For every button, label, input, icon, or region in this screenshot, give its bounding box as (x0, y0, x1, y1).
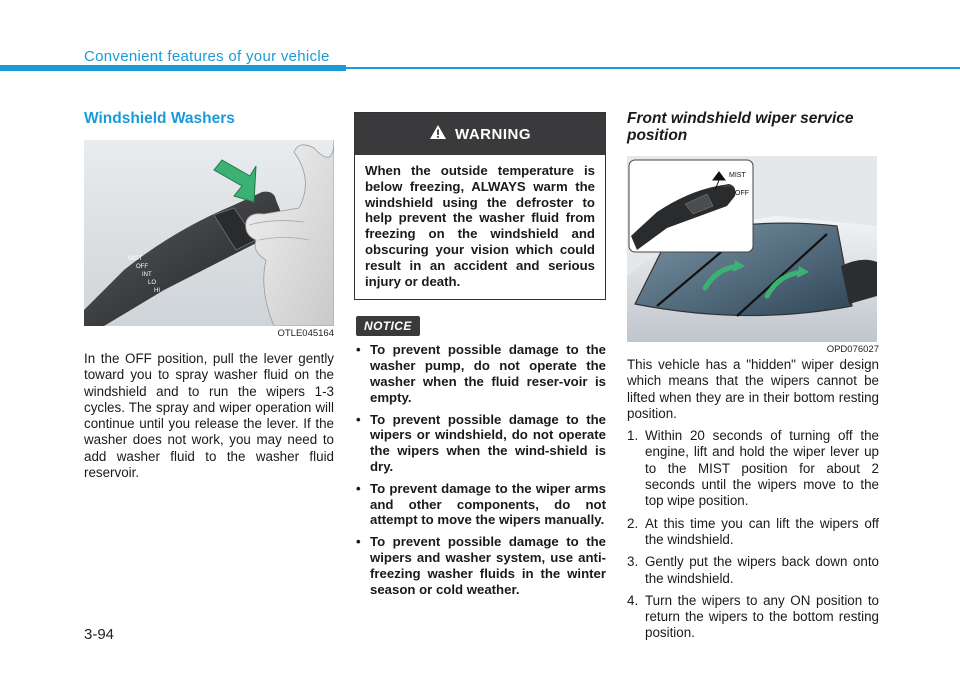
step-text: Gently put the wipers back down onto the windshield. (645, 554, 879, 586)
step-number: 3. (627, 554, 639, 570)
step-number: 2. (627, 515, 639, 531)
step-item (627, 516, 879, 549)
figure-code-washers: OTLE045164 (277, 328, 334, 339)
wiper-service-illustration (627, 156, 877, 342)
warning-header (355, 113, 605, 155)
step-number: 1. (627, 428, 639, 444)
notice-item: • To prevent possible damage to the wipers and washer system, use anti-freezing washer fluids in the winter season or cold weather. (354, 534, 606, 597)
page-number: 3-94 (84, 626, 115, 643)
washer-lever-illustration (84, 140, 334, 326)
warning-box (354, 112, 606, 300)
column-service-position (627, 110, 879, 648)
step-item (627, 593, 879, 642)
notice-item: • To prevent damage to the wiper arms and other components, do not attempt to move the wipers manually. (354, 481, 606, 528)
page-header (0, 0, 960, 75)
inset-label-off: OFF (735, 190, 749, 197)
notice-item: • To prevent possible damage to the washer pump, do not operate the washer when the fluid reser-voir is empty. (354, 342, 606, 405)
figure-code-service: OPD076027 (826, 344, 879, 355)
service-paragraph: This vehicle has a "hidden" wiper design which means that the wipers cannot be lifted when they are in their bottom resting position. (627, 357, 879, 421)
lever-label-off: OFF (136, 264, 148, 270)
warning-triangle-icon (429, 124, 447, 144)
lever-label-hi: HI (154, 288, 160, 294)
inset-label-mist: MIST (729, 172, 746, 179)
notice-list (354, 342, 606, 597)
step-text: Within 20 seconds of turning off the engine, lift and hold the wiper lever up to the MIST position for about 2 seconds until the wipers move to the top wipe position. (645, 428, 879, 509)
step-text: Turn the wipers to any ON position to return the wipers to the bottom resting position. (645, 592, 879, 641)
step-item (627, 428, 879, 509)
column-warning-notice (354, 112, 606, 603)
washers-paragraph: In the OFF position, pull the lever gently toward you to spray washer fluid on the windshield and to run the wipers 1-3 cycles. The spray and wiper operation will continue until you release the lever. If the washer does not work, you may need to add washer fluid to the washer fluid reservoir. (84, 351, 334, 481)
notice-item: • To prevent possible damage to the wipers or windshield, do not operate the wipers when the wind-shield is dry. (354, 412, 606, 475)
warning-label: WARNING (455, 125, 531, 143)
step-item (627, 554, 879, 587)
column-washers (84, 110, 334, 481)
warning-text: When the outside temperature is below freezing, ALWAYS warm the windshield using the defroster to help prevent the washer fluid from freezing on the windshield and obscuring your vision which could result in an accident and serious injury or death. (365, 163, 595, 289)
step-text: At this time you can lift the wipers off the windshield. (645, 515, 879, 547)
lever-label-mist: MIST (128, 256, 143, 262)
figure-washer-lever (84, 140, 334, 326)
lever-label-int: INT (142, 272, 152, 278)
header-accent-bar (0, 65, 346, 71)
figure-wiper-service (627, 156, 877, 342)
step-number: 4. (627, 592, 639, 608)
header-title: Convenient features of your vehicle (84, 48, 330, 65)
lever-label-lo: LO (148, 280, 157, 286)
service-steps (627, 428, 879, 642)
section-title-service: Front windshield wiper service position (627, 110, 854, 144)
section-title-washers: Windshield Washers (84, 110, 235, 127)
notice-badge: NOTICE (356, 316, 420, 336)
